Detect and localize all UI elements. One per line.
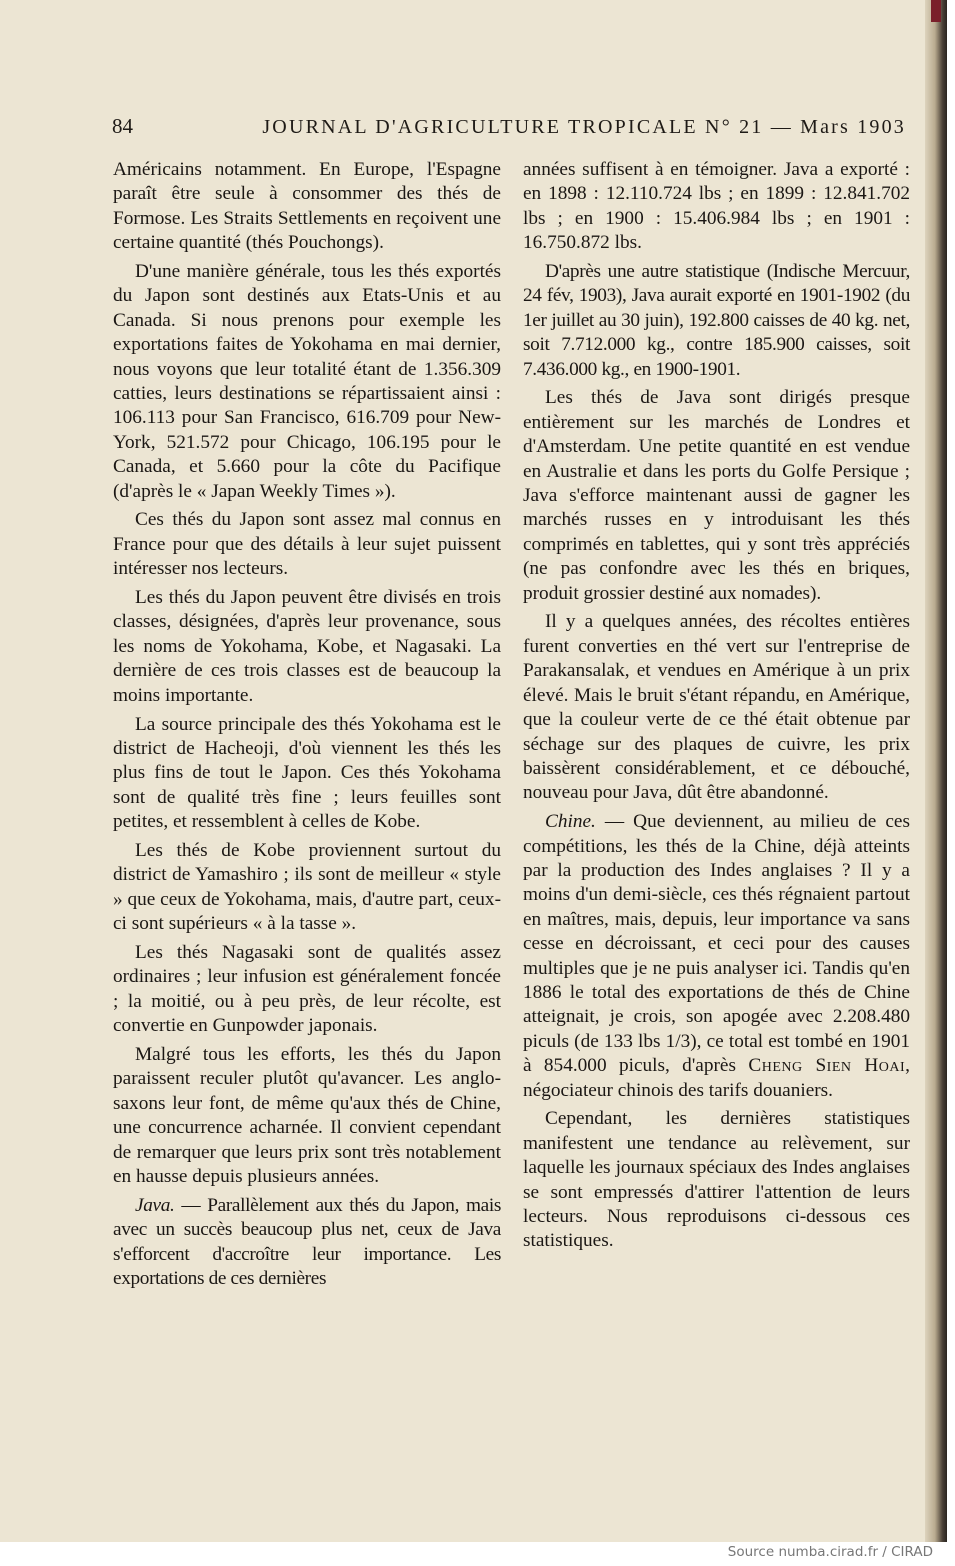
section-label-chine: Chine. xyxy=(545,811,596,833)
paragraph: D'après une autre statistique (Indische Mercuur, 24 fév, 1903), Java aurait exporté en 1901-1902 (du 1er juillet au 30 juin), 192.800 caisses de 40 kg. net, soit 7.712.000 kg., contre 185.900 caisses, soit 7.436.000 kg., en 1900-1901. xyxy=(523,261,910,380)
paragraph: Les thés Nagasaki sont de qualités assez ordinaires ; leur infusion est généralement foncée ; la moitié, ou à peu près, de leur récolte, est convertie en Gunpowder japonais. xyxy=(113,941,501,1037)
source-credit: Source numba.cirad.fr / CIRAD xyxy=(727,1544,933,1560)
paragraph: La source principale des thés Yokohama est le district de Hacheoji, d'où viennent les thés les plus fins de tout le Japon. Ces thés Yokohama sont de qualité très fine ; leurs feuilles sont petites, et ressemblent à celles de Kobe. xyxy=(113,713,501,833)
left-column xyxy=(113,158,501,1296)
person-name: Cheng Sien Hoai xyxy=(748,1055,906,1077)
paragraph: Les thés de Java sont dirigés presque entièrement sur les marchés de Londres et d'Amsterdam. Une petite quantité en est vendue en Australie et dans les ports du Golfe Persique ; Java s'efforce maintenant aussi de gagner les marchés russes en y introduisant les thés comprimés en tablettes, qui y sont très appréciés (ne pas confondre avec les thés en briques, produit grossier destiné aux nomades). xyxy=(523,387,910,604)
paragraph-text: , négociateur chinois des tarifs douaniers. xyxy=(523,1055,910,1101)
paragraph-text: — Parallèlement aux thés du Japon, mais avec un succès beaucoup plus net, ceux de Java s'efforcent d'accroître leur importance. Les exportations de ces dernières xyxy=(113,1194,501,1289)
paragraph: Les thés du Japon peuvent être divisés en trois classes, désignées, d'après leur provenance, sous les noms de Yokohama, Kobe, et Nagasaki. La dernière de ces trois classes est de beaucoup la moins importante. xyxy=(113,587,501,706)
paragraph: Américains notamment. En Europe, l'Espagne paraît être seule à consommer des thés de Formose. Les Straits Settlements en reçoivent une certaine quantité (thés Pouchongs). xyxy=(113,159,501,254)
page-number: 84 xyxy=(112,114,133,138)
paragraph-text: — Que deviennent, au milieu de ces compétitions, les thés de la Chine, déjà atteints par la production des Indes anglaises ? Il y a moins d'un demi-siècle, ces thés régnaient partout en maîtres, mais, depuis, leur importance va sans cesse en décroissant, et ceci pour des causes multiples que je ne puis analyser ici. Tandis qu'en 1886 le total des exportations de thés de Chine atteignait, je crois, son apogée avec 2.208.480 piculs (de 133 lbs 1/3), ce total est tombé en 1901 à 854.000 piculs, d'après xyxy=(523,811,910,1077)
paragraph: Cependant, les dernières statistiques manifestent une tendance au relèvement, sur laquelle les journaux spéciaux des Indes anglaises se sont empressés d'attirer l'attention de leurs lecteurs. Nous reproduisons ci-dessous ces statistiques. xyxy=(523,1108,910,1252)
paragraph: Il y a quelques années, des récoltes entières furent converties en thé vert sur l'entreprise de Parakansalak, et vendues en Amérique à un prix élevé. Mais le bruit s'étant répandu, en Amérique, que la couleur verte de ce thé était obtenue par séchage sur des plaques de cuivre, les prix baissèrent considérablement, et ce débouché, nouveau pour Java, dût être abandonné. xyxy=(523,611,910,804)
page-header xyxy=(112,112,906,142)
page-edge xyxy=(925,0,947,1542)
paragraph: Les thés de Kobe proviennent surtout du district de Yamashiro ; ils sont de meilleur « style » que ceux de Yokohama, mais, d'autre part, ceux-ci sont supérieurs « à la tasse ». xyxy=(113,839,501,935)
paragraph: Ces thés du Japon sont assez mal connus en France pour que des détails à leur sujet puissent intéresser nos lecteurs. xyxy=(113,509,501,580)
paragraph: D'une manière générale, tous les thés exportés du Japon sont destinés aux Etats-Unis et au Canada. Si nous prenons pour exemple les exportations faites de Yokohama en mai dernier, nous voyons que leur totalité étant de 1.356.309 catties, leurs destinations se répartissaient ainsi : 106.113 pour San Francisco, 616.709 pour New-York, 521.572 pour Chicago, 106.195 pour le Canada, et 5.660 pour la côte du Pacifique (d'après le « Japan Weekly Times »). xyxy=(113,261,501,502)
right-column xyxy=(523,158,910,1258)
running-title: JOURNAL D'AGRICULTURE TROPICALE N° 21 — Mars 1903 xyxy=(262,116,906,138)
paragraph: Malgré tous les efforts, les thés du Japon paraissent reculer plutôt qu'avancer. Les anglo-saxons leur font, de même qu'aux thés de Chine, une concurrence acharnée. Il convient cependant de remarquer que leurs prix sont très notablement en hausse depuis plusieurs années. xyxy=(113,1043,501,1187)
section-label-java: Java. xyxy=(135,1194,175,1216)
paragraph: années suffisent à en témoigner. Java a exporté : en 1898 : 12.110.724 lbs ; en 1899 : 12.841.702 lbs ; en 1900 : 15.406.984 lbs ; en 1901 : 16.750.872 lbs. xyxy=(523,159,910,254)
binding-mark xyxy=(931,0,941,22)
paragraph-chine xyxy=(523,810,910,1103)
paragraph-java xyxy=(113,1194,501,1292)
